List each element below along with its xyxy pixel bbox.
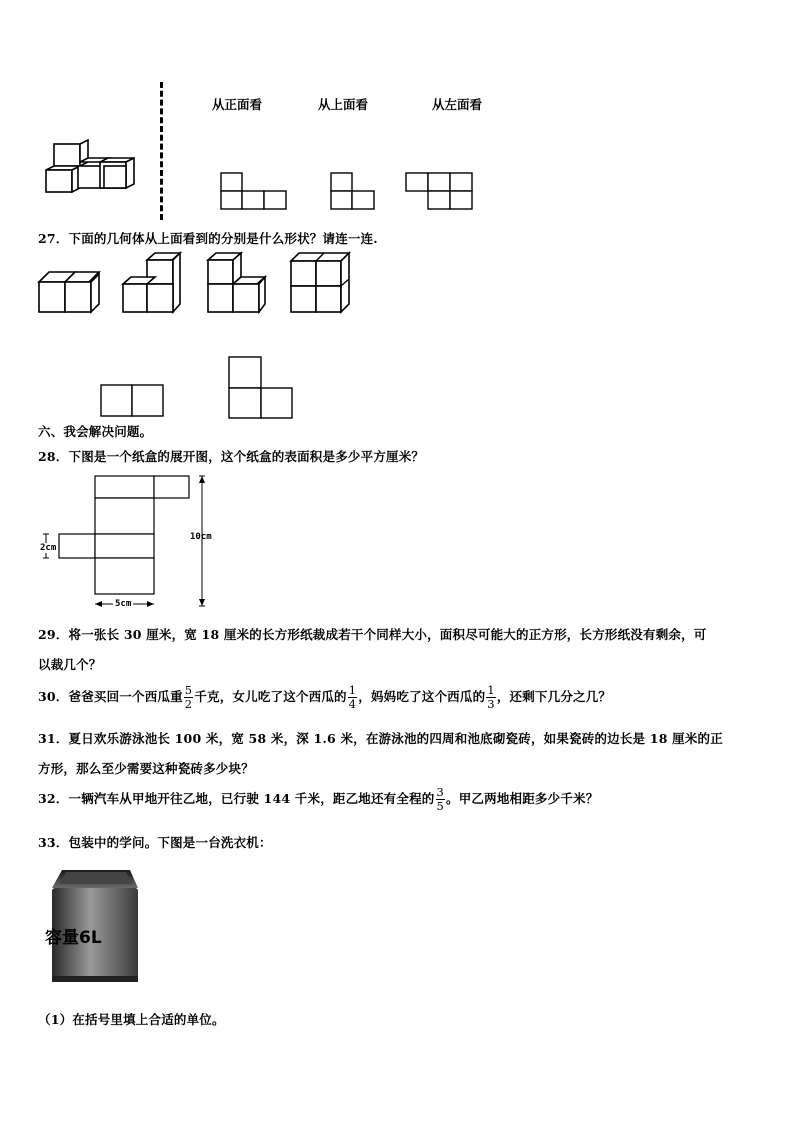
q30-text-2: 千克，女儿吃了这个西瓜的 <box>194 689 347 704</box>
net-width-label: 5cm <box>115 599 132 609</box>
top-view-shape <box>330 172 380 212</box>
fraction-denominator: 2 <box>184 697 193 711</box>
fraction-denominator: 4 <box>348 697 357 711</box>
question-29-line1: 29．将一张长 30 厘米，宽 18 厘米的长方形纸裁成若干个同样大小，面积尽可能大的正方形，长方形纸没有剩余，可 <box>38 627 707 642</box>
fraction-denominator: 3 <box>487 697 495 711</box>
top-shape-l-squares <box>228 356 298 420</box>
q30-text-1: 30．爸爸买回一个西瓜重 <box>38 689 183 704</box>
fraction-5-2 <box>184 684 194 711</box>
solid-figure-2 <box>120 252 190 316</box>
washer-capacity-label: 容量6L <box>45 928 102 948</box>
view-label-left: 从左面看 <box>432 97 483 112</box>
washing-machine-image <box>42 868 142 986</box>
question-33: 33．包装中的学问。下图是一台洗衣机： <box>38 835 272 850</box>
fraction-numerator: 1 <box>348 683 357 697</box>
solid-figure-1 <box>38 268 108 316</box>
left-view-shape <box>405 172 477 212</box>
top-shape-two-squares <box>100 384 170 420</box>
front-view-shape <box>220 172 290 212</box>
question-29-line2: 以裁几个？ <box>38 657 102 672</box>
q30-text-3: ，妈妈吃了这个西瓜的 <box>358 689 486 704</box>
fraction-1-3 <box>486 684 496 711</box>
q32-text-2: 。甲乙两地相距多少千米？ <box>446 791 599 806</box>
fraction-numerator: 5 <box>184 683 193 697</box>
question-31-line1: 31．夏日欢乐游泳池长 100 米，宽 58 米，深 1.6 米，在游泳池的四周和池底砌瓷砖，如果瓷砖的边长是 18 厘米的正 <box>38 731 723 746</box>
question-28: 28．下图是一个纸盒的展开图，这个纸盒的表面积是多少平方厘米？ <box>38 449 425 464</box>
view-label-top: 从上面看 <box>318 97 369 112</box>
section-six-heading: 六、我会解决问题。 <box>38 424 153 439</box>
question-30 <box>38 684 611 711</box>
net-height-label: 10cm <box>190 532 212 542</box>
question-27: 27．下面的几何体从上面看到的分别是什么形状？请连一连. <box>38 231 378 246</box>
fraction-numerator: 3 <box>436 785 445 799</box>
question-33-part-1: （1）在括号里填上合适的单位。 <box>38 1012 225 1027</box>
cube-solid-figure <box>42 140 142 200</box>
dashed-divider <box>160 82 163 220</box>
q32-text-1: 32．一辆汽车从甲地开往乙地，已行驶 144 千米，距乙地还有全程的 <box>38 791 435 806</box>
fraction-1-4 <box>348 684 358 711</box>
q30-text-4: ，还剩下几分之几？ <box>496 689 612 704</box>
solid-figure-4 <box>290 252 360 316</box>
box-net-diagram <box>36 470 236 620</box>
fraction-denominator: 5 <box>436 799 445 813</box>
question-32 <box>38 786 598 813</box>
view-label-front: 从正面看 <box>212 97 263 112</box>
fraction-3-5 <box>436 786 446 813</box>
solid-figure-3 <box>205 252 275 316</box>
net-side-label: 2cm <box>40 543 57 553</box>
fraction-numerator: 1 <box>487 683 495 697</box>
question-31-line2: 方形，那么至少需要这种瓷砖多少块？ <box>38 761 254 776</box>
